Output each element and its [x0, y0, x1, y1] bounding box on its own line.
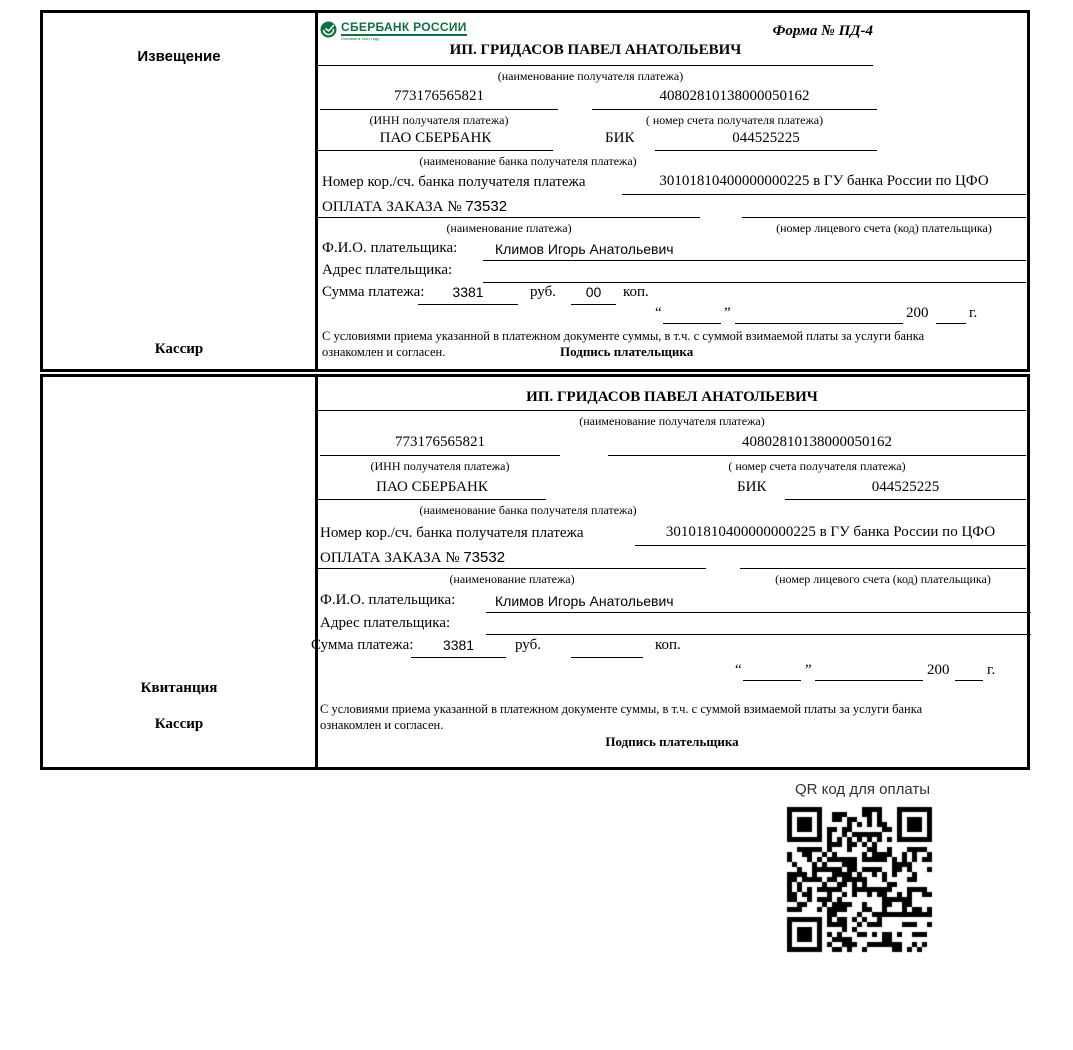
bik-underline	[655, 150, 877, 151]
notice-section	[40, 10, 1030, 372]
purpose-underline	[318, 217, 700, 218]
date-quote-open: “	[735, 662, 742, 678]
bik-label: БИК	[737, 479, 767, 495]
corr-label: Номер кор./сч. банка получателя платежа	[320, 525, 584, 541]
caption-recipient: (наименование получателя платежа)	[497, 69, 684, 83]
date-month-underline	[815, 680, 923, 681]
fio-label: Ф.И.О. плательщика:	[322, 240, 458, 256]
side-label-receipt: Квитанция	[140, 680, 218, 696]
address-label: Адрес плательщика:	[320, 615, 451, 631]
corr-underline	[622, 194, 1026, 195]
payee-name-underline	[318, 65, 873, 66]
account-value: 40802810138000050162	[659, 88, 810, 104]
payer-name: Климов Игорь Анатольевич	[495, 241, 674, 257]
side-label-cashier: Кассир	[154, 716, 204, 732]
sberbank-logo-tagline: Основан в 1841 году	[341, 36, 380, 41]
sberbank-logo	[320, 21, 467, 41]
payer-name-underline	[486, 612, 1031, 613]
date-year-prefix: 200	[906, 305, 929, 321]
amount-rub: 3381	[442, 637, 475, 653]
qr-code	[786, 806, 934, 954]
bank-name-underline	[318, 150, 553, 151]
caption-payment: (наименование платежа)	[446, 221, 572, 235]
sum-label: Сумма платежа:	[322, 284, 425, 300]
date-year-suffix: г.	[987, 662, 996, 678]
corr-label: Номер кор./сч. банка получателя платежа	[322, 174, 586, 190]
caption-account: ( номер счета получателя платежа)	[645, 113, 824, 127]
payee-name: ИП. ГРИДАСОВ ПАВЕЛ АНАТОЛЬЕВИЧ	[526, 389, 818, 405]
date-year-underline	[955, 680, 983, 681]
caption-inn: (ИНН получателя платежа)	[369, 113, 509, 127]
signature-label: Подпись плательщика	[605, 734, 739, 749]
purpose-label: ОПЛАТА ЗАКАЗА №	[322, 199, 462, 215]
address-underline	[483, 282, 1026, 283]
caption-payment: (наименование платежа)	[449, 572, 575, 586]
payment-purpose	[320, 549, 505, 567]
date-year-suffix: г.	[969, 305, 978, 321]
payee-name: ИП. ГРИДАСОВ ПАВЕЛ АНАТОЛЬЕВИЧ	[449, 42, 742, 58]
payer-name: Климов Игорь Анатольевич	[495, 593, 674, 609]
caption-inn: (ИНН получателя платежа)	[370, 459, 510, 473]
form-number-label: Форма № ПД-4	[772, 23, 873, 39]
side-label-cashier: Кассир	[154, 341, 204, 357]
sum-label: Сумма платежа:	[311, 637, 414, 653]
amount-kop-underline	[571, 304, 616, 305]
sberbank-logo-text: СБЕРБАНК РОССИИ	[341, 20, 467, 34]
fio-label: Ф.И.О. плательщика:	[320, 592, 456, 608]
account-underline	[608, 455, 1026, 456]
bik-label: БИК	[605, 130, 635, 146]
agreement-line1: С условиями приема указанной в платежном документе суммы, в т.ч. с суммой взимаемой платы за услуги банка	[320, 702, 923, 716]
payment-purpose	[322, 198, 507, 216]
bik-value: 044525225	[732, 130, 800, 146]
amount-kop-underline	[571, 657, 643, 658]
amount-kop: 00	[585, 284, 602, 300]
date-year-prefix: 200	[927, 662, 950, 678]
inn-underline	[320, 455, 560, 456]
date-quote-close: ”	[724, 305, 731, 321]
bank-name-underline	[318, 499, 546, 500]
agreement-line2: ознакомлен и согласен.	[320, 718, 444, 732]
qr-label: QR код для оплаты	[794, 781, 930, 798]
bik-value: 044525225	[871, 479, 940, 495]
bik-underline	[785, 499, 1026, 500]
date-quote-open: “	[655, 305, 662, 321]
caption-bank: (наименование банка получателя платежа)	[419, 503, 637, 517]
date-day-underline	[663, 323, 721, 324]
corr-value: 30101810400000000225 в ГУ банка России по ЦФО	[665, 524, 996, 540]
amount-rub-underline	[418, 304, 518, 305]
address-label: Адрес плательщика:	[322, 262, 453, 278]
agreement-line2: ознакомлен и согласен.	[322, 345, 446, 359]
account-underline	[592, 109, 877, 110]
signature-label: Подпись плательщика	[560, 344, 694, 359]
rub-label: руб.	[530, 284, 556, 300]
order-number: 73532	[463, 549, 506, 566]
kop-label: коп.	[623, 284, 649, 300]
caption-personal-account: (номер лицевого счета (код) плательщика)	[776, 221, 992, 235]
personal-account-underline	[742, 217, 1026, 218]
payer-name-underline	[483, 260, 1026, 261]
rub-label: руб.	[515, 637, 541, 653]
caption-personal-account: (номер лицевого счета (код) плательщика)	[775, 572, 991, 586]
corr-underline	[635, 545, 1026, 546]
amount-rub-underline	[411, 657, 506, 658]
personal-account-underline	[740, 568, 1026, 569]
payee-name-underline	[318, 410, 1026, 411]
inn-value: 773176565821	[394, 88, 484, 104]
caption-recipient: (наименование получателя платежа)	[579, 414, 765, 428]
inn-underline	[320, 109, 558, 110]
bank-name: ПАО СБЕРБАНК	[376, 479, 488, 495]
date-day-underline	[743, 680, 801, 681]
kop-label: коп.	[655, 637, 681, 653]
purpose-underline	[318, 568, 706, 569]
date-quote-close: ”	[805, 662, 812, 678]
corr-value: 30101810400000000225 в ГУ банка России по ЦФО	[659, 173, 989, 189]
account-value: 40802810138000050162	[742, 434, 892, 450]
purpose-label: ОПЛАТА ЗАКАЗА №	[320, 550, 460, 566]
sberbank-logo-icon	[320, 21, 337, 38]
section-divider	[315, 13, 318, 369]
date-year-underline	[936, 323, 966, 324]
address-underline	[486, 634, 1031, 635]
agreement-line1: С условиями приема указанной в платежном документе суммы, в т.ч. с суммой взимаемой платы за услуги банка	[322, 329, 925, 343]
inn-value: 773176565821	[395, 434, 485, 450]
amount-rub: 3381	[452, 284, 484, 300]
bank-name: ПАО СБЕРБАНК	[379, 130, 492, 146]
caption-account: ( номер счета получателя платежа)	[728, 459, 906, 473]
side-label-notice: Извещение	[137, 48, 221, 65]
order-number: 73532	[465, 198, 508, 215]
receipt-section	[40, 374, 1030, 770]
date-month-underline	[735, 323, 903, 324]
caption-bank: (наименование банка получателя платежа)	[419, 154, 637, 168]
